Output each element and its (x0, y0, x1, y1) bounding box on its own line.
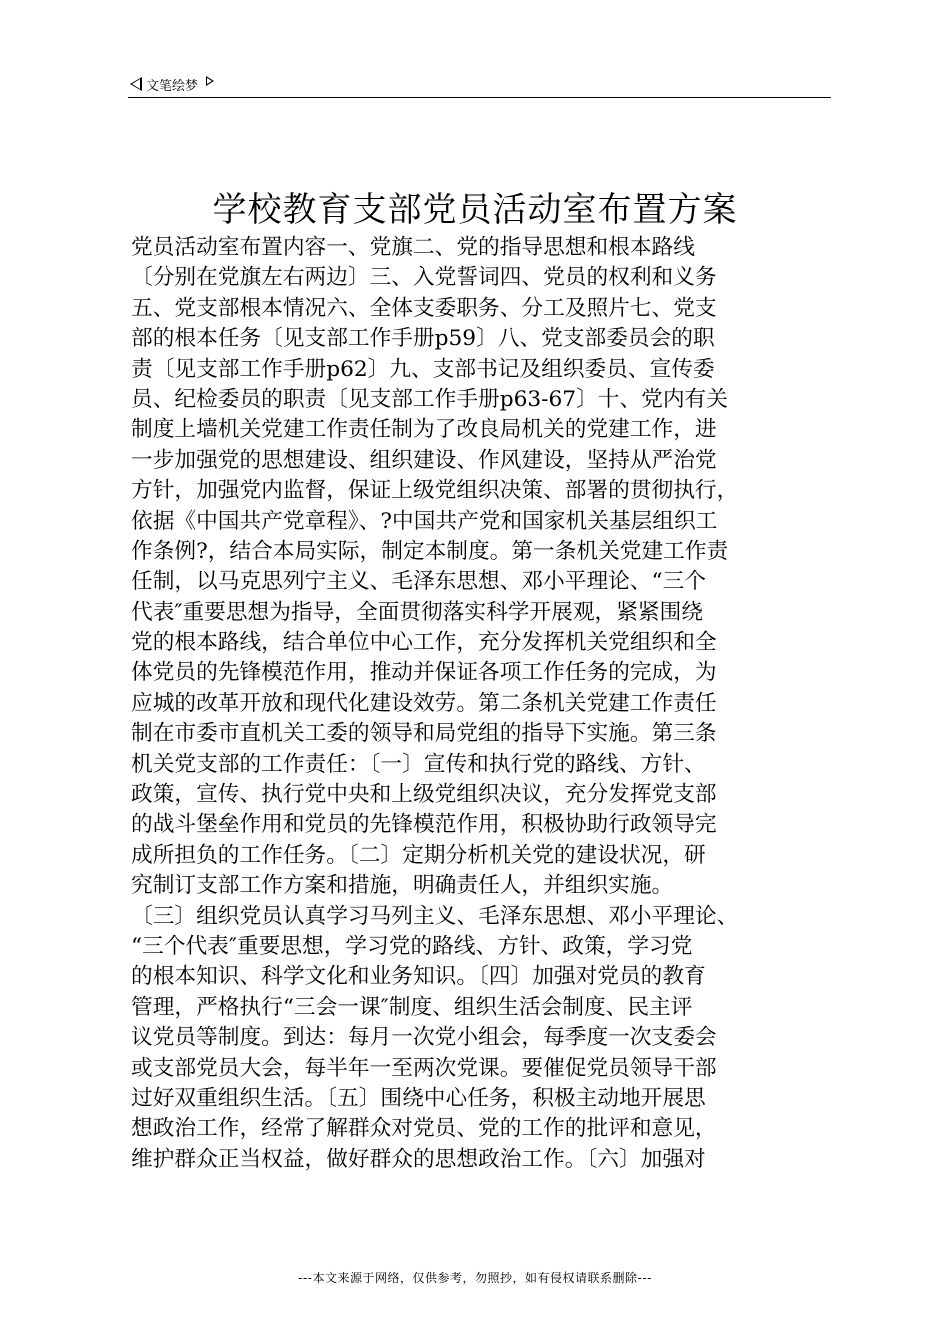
body-line: 制度上墙机关党建工作责任制为了改良局机关的党建工作，进 (131, 417, 717, 443)
body-line: 一步加强党的思想建设、组织建设、作风建设，坚持从严治党 (131, 447, 717, 473)
body-line: 〔分别在党旗左右两边〕三、入党誓词四、党员的权利和义务 (131, 265, 717, 291)
body-line: 政策，宣传、执行党中央和上级党组织决议，充分发挥党支部 (131, 782, 717, 808)
header-brand: 文笔绘梦 (146, 78, 199, 94)
header-divider (128, 97, 831, 98)
body-line: “三个代表″重要思想，学习党的路线、方针、政策，学习党 (131, 933, 693, 959)
document-body (131, 233, 824, 1175)
body-line: 党员活动室布置内容一、党旗二、党的指导思想和根本路线 (131, 235, 695, 260)
body-line: 任制，以马克思列宁主义、毛泽东思想、邓小平理论、“三个 (131, 569, 706, 595)
body-line: 想政治工作，经常了解群众对党员、党的工作的批评和意见， (131, 1116, 717, 1142)
page-header (130, 73, 830, 95)
body-line: 五、党支部根本情况六、全体支委职务、分工及照片七、党支 (131, 295, 717, 321)
body-line: 部的根本任务〔见支部工作手册p59〕八、党支部委员会的职 (131, 326, 715, 352)
body-line: 作条例?，结合本局实际，制定本制度。第一条机关党建工作责 (131, 538, 729, 564)
body-line: 的战斗堡垒作用和党员的先锋模范作用，积极协助行政领导完 (131, 812, 717, 838)
body-line: 体党员的先锋模范作用，推动并保证各项工作任务的完成，为 (131, 660, 717, 686)
body-line: 应城的改革开放和现代化建设效劳。第二条机关党建工作责任 (131, 690, 717, 716)
document-title: 学校教育支部党员活动室布置方案 (212, 190, 738, 230)
body-line: 〔三〕组织党员认真学习马列主义、毛泽东思想、邓小平理论、 (131, 903, 739, 929)
body-line: 方针，加强党内监督，保证上级党组织决策、部署的贯彻执行， (131, 478, 739, 504)
body-line: 制在市委市直机关工委的领导和局党组的指导下实施。第三条 (131, 721, 717, 747)
body-line: 依据《中国共产党章程》、?中国共产党和国家机关基层组织工 (131, 508, 718, 534)
triangle-right-icon (206, 76, 214, 86)
body-line: 代表″重要思想为指导，全面贯彻落实科学开展观，紧紧围绕 (131, 599, 703, 625)
body-line: 究制订支部工作方案和措施，明确责任人，并组织实施。 (131, 873, 674, 899)
body-line: 维护群众正当权益，做好群众的思想政治工作。〔六〕加强对 (131, 1146, 706, 1172)
body-line: 管理，严格执行“三会一课″制度、组织生活会制度、民主评 (131, 994, 693, 1020)
triangle-left-icon (130, 77, 142, 91)
footer-notice: ---本文来源于网络，仅供参考，勿照抄，如有侵权请联系删除--- (298, 1271, 652, 1285)
body-line: 过好双重组织生活。〔五〕围绕中心任务，积极主动地开展思 (131, 1085, 706, 1111)
body-line: 机关党支部的工作责任：〔一〕宣传和执行党的路线、方针、 (131, 751, 706, 777)
body-line: 成所担负的工作任务。〔二〕定期分析机关党的建设状况，研 (131, 842, 706, 868)
body-line: 的根本知识、科学文化和业务知识。〔四〕加强对党员的教育 (131, 964, 706, 990)
body-line: 或支部党员大会，每半年一至两次党课。要催促党员领导干部 (131, 1055, 717, 1081)
body-line: 议党员等制度。到达：每月一次党小组会，每季度一次支委会 (131, 1025, 717, 1051)
body-line: 责〔见支部工作手册p62〕九、支部书记及组织委员、宣传委 (131, 356, 715, 382)
body-line: 党的根本路线，结合单位中心工作，充分发挥机关党组织和全 (131, 630, 717, 656)
body-line: 员、纪检委员的职责〔见支部工作手册p63-67〕十、党内有关 (131, 386, 728, 412)
